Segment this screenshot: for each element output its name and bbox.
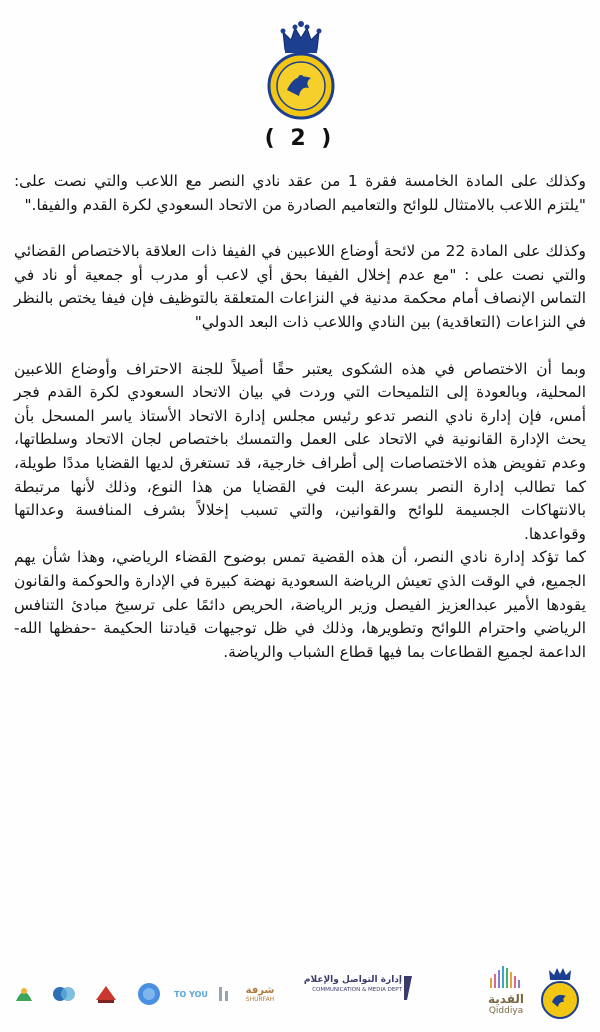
toyou-logo (174, 972, 208, 1016)
al-nassr-crest-logo (265, 20, 337, 122)
sponsor-blue-logo (46, 972, 82, 1016)
qiddiya-bars-icon (486, 966, 526, 988)
sponsor-circle-logo (130, 972, 168, 1016)
statement-body (14, 170, 586, 664)
sponsor-red-icon (94, 984, 118, 1004)
qiddiya-arabic: القدية (488, 992, 524, 1006)
qiddiya-english: Qiddiya (488, 1006, 524, 1016)
page-number: ( 2 ) (264, 126, 336, 151)
communication-media-dept-logo (282, 974, 402, 1006)
qiddiya-logo (478, 966, 534, 1020)
footer-nassr-crest-logo (538, 964, 582, 1020)
shurfah-arabic: شرفة (245, 984, 275, 996)
sponsor-mark-icon (217, 985, 231, 1003)
sponsor-circle-icon (136, 981, 162, 1007)
toyou-text: TO YOU (174, 989, 208, 999)
sponsor-mark-logo (212, 972, 236, 1016)
sponsor-footer (0, 962, 600, 1022)
crown-icon (281, 21, 322, 53)
paragraph-article-5: وكذلك على المادة الخامسة فقرة 1 من عقد نادي النصر مع اللاعب والتي نصت على: "يلتزم اللاعب بالامتثال للوائح والتعاميم الصادرة من الاتحاد السعودي لكرة القدم والفيفا." (14, 172, 586, 214)
comm-dept-english: COMMUNICATION & MEDIA DEPT (312, 987, 402, 993)
sponsor-red-logo (88, 972, 124, 1016)
shurfah-english: SHURFAH (245, 995, 275, 1003)
sponsor-blue-icon (52, 983, 76, 1005)
sponsor-green-logo (6, 972, 42, 1016)
paragraph-jurisdiction: وبما أن الاختصاص في هذه الشكوى يعتبر حقًا أصيلاً للجنة الاحتراف وأوضاع اللاعبين المحلية، وبالعودة إلى التلميحات التي وردت في بيان الاتحاد السعودي لكرة القدم فجر أمس، فإن إدارة نادي النصر تدعو رئيس مجلس إدارة الاتحاد الأستاذ ياسر المسحل بأن يحث الإدارة القانونية في الاتحاد على العمل والتمسك باختصاص لجان الاتحاد وسلطاتها، وعدم تفويض هذه الاختصاصات إلى أطراف خارجية، قد تستغرق لديها القضايا مددًا طويلة، كما تطالب إدارة النصر بسرعة البت في القضايا من هذا النوع، وذلك لأنها مرتبطة بالانتهاكات الجسيمة للوائح والقوانين، والتي تسبب إخلالاً بشرف المنافسة وعدالتها وقواعدها. (14, 359, 586, 543)
sponsor-green-icon (12, 983, 36, 1005)
paragraph-sports-justice: كما تؤكد إدارة نادي النصر، أن هذه القضية تمس بوضوح القضاء الرياضي، وهذا شأن يهم الجميع، في الوقت الذي تعيش الرياضة السعودية نهضة كبيرة في الإدارة والحوكمة والقانون يقودها الأمير عبدالعزيز الفيصل وزير الرياضة، الحريص دائمًا على ترسيخ مبادئ التنافس الرياضي واحترام اللوائح وتطويرها، وذلك في ظل توجيهات قيادتنا الحكيمة -حفظها الله- الداعمة لجميع القطاعات بما فيها قطاع الشباب والرياضة. (14, 548, 586, 661)
comm-dept-mark-icon (404, 976, 412, 1000)
shurfah-logo (240, 972, 280, 1016)
comm-dept-arabic: إدارة التواصل والإعلام (303, 975, 402, 985)
paragraph-article-22: وكذلك على المادة 22 من لائحة أوضاع اللاعبين في الفيفا ذات العلاقة بالاختصاص القضائي والتي نصت على : "مع عدم إخلال الفيفا بحق أي لاعب أو مدرب أو جمعية أو ناد في التماس الإنصاف أمام محكمة مدنية في النزاعات المتعلقة بالتوظيف فإن فيفا يختص بالنظر في النزاعات (التعاقدية) بين النادي واللاعب ذات البعد الدولي" (14, 242, 586, 331)
